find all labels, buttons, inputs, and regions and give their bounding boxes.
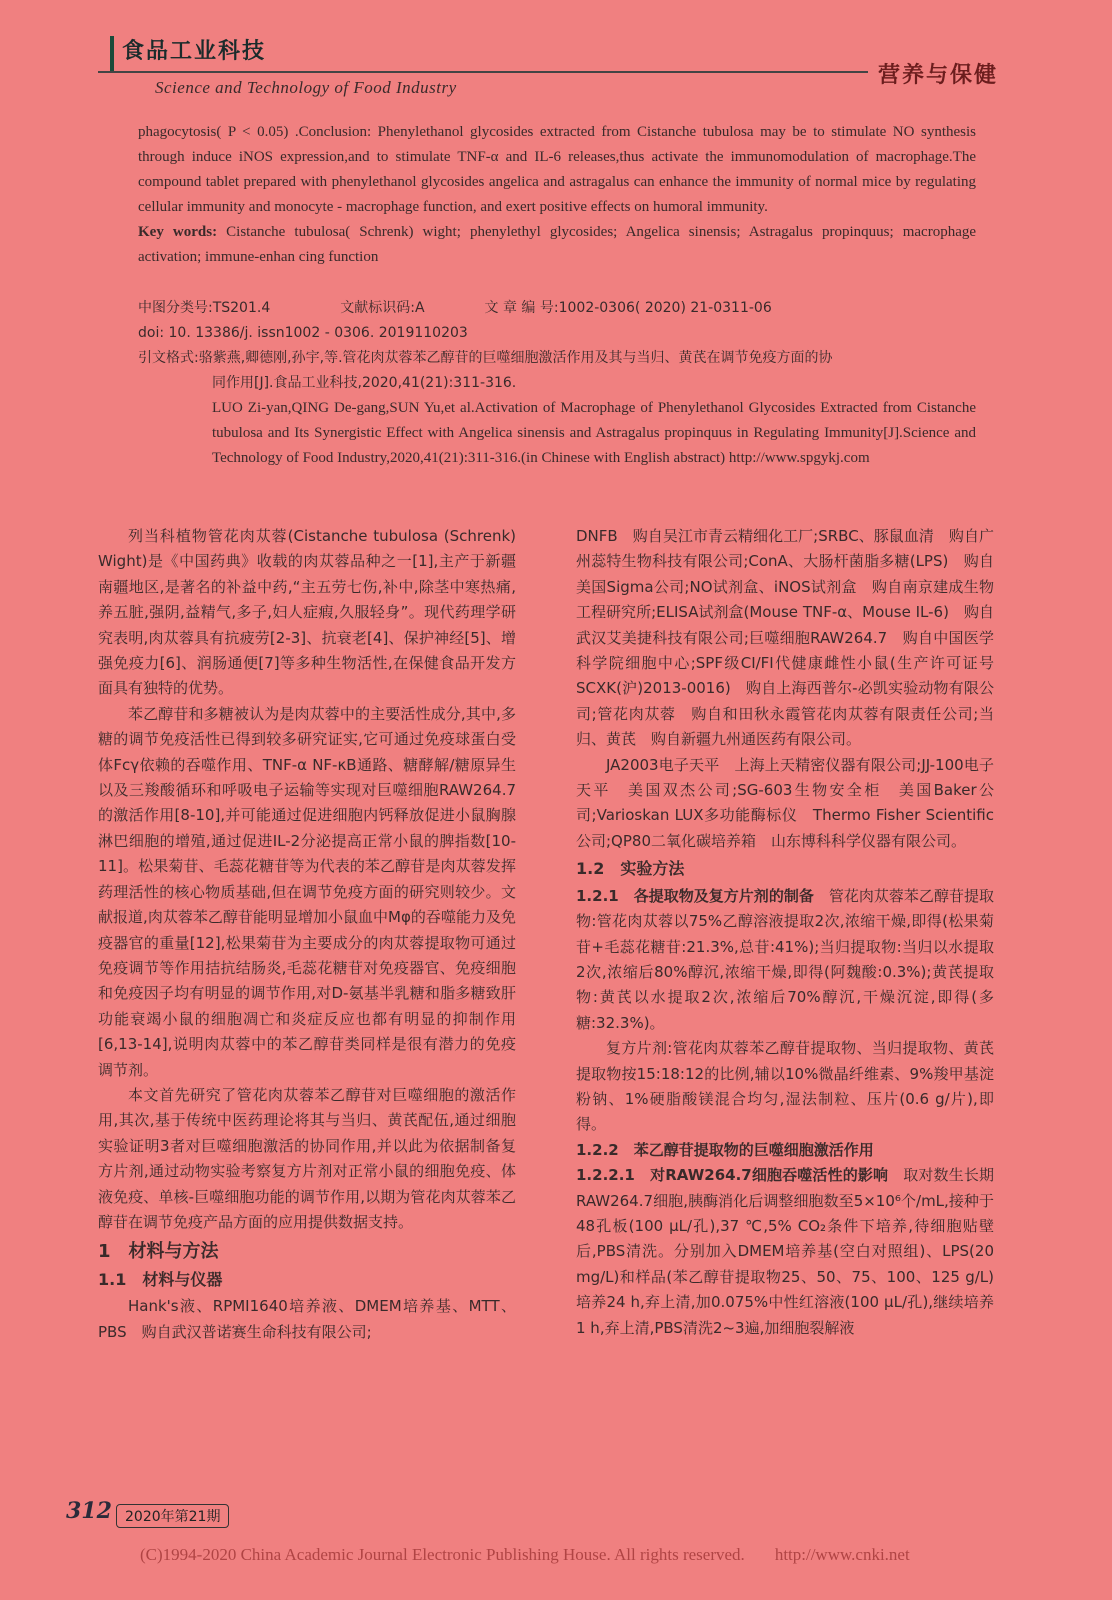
section-heading-1-1: 1.1 材料与仪器 — [98, 1269, 223, 1289]
keywords-label: Key words: — [138, 224, 218, 240]
method-1-2-1-title: 1.2.1 各提取物及复方片剂的制备 — [576, 886, 814, 905]
method-1-2-2-1 — [576, 1163, 994, 1341]
page-header — [0, 0, 1112, 110]
doi: doi: 10. 13386/j. issn1002 - 0306. 2019110203 — [138, 325, 468, 341]
citation-cn-line2: 同作用[J].食品工业科技,2020,41(21):311-316. — [212, 375, 517, 391]
section-heading-1-2-2: 1.2.2 苯乙醇苷提取物的巨噬细胞激活作用 — [576, 1140, 874, 1159]
document-code: 文献标识码:A — [340, 300, 425, 316]
right-column — [576, 524, 994, 1341]
abstract-block — [138, 120, 976, 270]
section-heading-1: 1 材料与方法 — [98, 1241, 219, 1263]
citation-en: LUO Zi-yan,QING De-gang,SUN Yu,et al.Activation of Macrophage of Phenylethanol Glycosides Extracted from Cistanche tubulosa and Its Synergistic Effect with Angelica sinensis and Astragalus propinquus in Regulating Immunity[J].Science and Technology of Food Industry,2020,41(21):311-316.(in Chinese with English abstract) http://www.spgykj.com — [212, 400, 976, 466]
article-meta — [138, 296, 976, 346]
footer-url: http://www.cnki.net — [774, 1545, 910, 1564]
materials-paragraph: Hank's液、RPMI1640培养液、DMEM培养基、MTT、PBS 购自武汉普诺赛生命科技有限公司; — [98, 1297, 516, 1341]
intro-paragraph-2: 苯乙醇苷和多糖被认为是肉苁蓉中的主要活性成分,其中,多糖的调节免疫活性已得到较多研究证实,它可通过免疫球蛋白受体Fcγ依赖的吞噬作用、TNF-α NF-κB通路、糖酵解/糖原异生以及三羧酸循环和呼吸电子运输等实现对巨噬细胞RAW264.7的激活作用[8-10],并可能通过促进细胞内钙释放促进小鼠胸腺淋巴细胞的增殖,通过促进IL-2分泌提高正常小鼠的脾指数[10-11]。松果菊苷、毛蕊花糖苷等为代表的苯乙醇苷是肉苁蓉发挥药理活性的核心物质基础,但在调节免疫方面的研究则较少。文献报道,肉苁蓉苯乙醇苷能明显增加小鼠血中Mφ的吞噬能力及免疫器官的重量[12],松果菊苷为主要成分的肉苁蓉提取物可通过免疫调节等作用拮抗结肠炎,毛蕊花糖苷对免疫器官、免疫细胞和免疫因子均有明显的调节作用,对D-氨基半乳糖和脂多糖致肝功能衰竭小鼠的细胞凋亡和炎症反应也都有明显的抑制作用[6,13-14],说明肉苁蓉中的苯乙醇苷类同样是很有潜力的免疫调节剂。 — [98, 704, 516, 1079]
citation-block — [138, 346, 976, 471]
classification-row — [138, 296, 976, 321]
journal-name-cn: 食品工业科技 — [122, 39, 267, 64]
tablet-paragraph: 复方片剂:管花肉苁蓉苯乙醇苷提取物、当归提取物、黄芪提取物按15:18:12的比例,辅以10%微晶纤维素、9%羧甲基淀粉钠、1%硬脂酸镁混合均匀,湿法制粒、压片(0.6 g/片),即得。 — [576, 1039, 994, 1134]
page-number: 312 — [66, 1498, 112, 1524]
materials-paragraph-cont: DNFB 购自吴江市青云精细化工厂;SRBC、豚鼠血清 购自广州蕊特生物科技有限公司;ConA、大肠杆菌脂多糖(LPS) 购自美国Sigma公司;NO试剂盒、iNOS试剂盒 购自南京建成生物工程研究所;ELISA试剂盒(Mouse TNF-α、Mouse IL-6) 购自武汉艾美捷科技有限公司;巨噬细胞RAW264.7 购自中国医学科学院细胞中心;SPF级CI/FI代健康雌性小鼠(生产许可证号SCXK(沪)2013-0016) 购自上海西普尔-必凯实验动物有限公司;管花肉苁蓉 购自和田秋永霞管花肉苁蓉有限责任公司;当归、黄芪 购自新疆九州通医药有限公司。 — [576, 527, 994, 749]
keywords — [138, 220, 976, 270]
header-rule — [98, 71, 868, 73]
issue-badge: 2020年第21期 — [116, 1504, 229, 1528]
clc-number: 中图分类号:TS201.4 — [138, 300, 271, 316]
method-1-2-1 — [576, 884, 994, 1036]
method-1-2-1-text: 管花肉苁蓉苯乙醇苷提取物:管花肉苁蓉以75%乙醇溶液提取2次,浓缩干燥,即得(松果菊苷+毛蕊花糖苷:21.3%,总苷:41%);当归提取物:当归以水提取2次,浓缩后80%醇沉,浓缩干燥,即得(阿魏酸:0.3%);黄芪提取物:黄芪以水提取2次,浓缩后70%醇沉,干燥沉淀,即得(多糖:32.3%)。 — [576, 886, 994, 1032]
section-heading-1-2: 1.2 实验方法 — [576, 859, 685, 879]
method-1-2-2-1-title: 1.2.2.1 对RAW264.7细胞吞噬活性的影响 — [576, 1166, 889, 1185]
left-column — [98, 524, 516, 1345]
section-tag: 营养与保健 — [878, 63, 999, 88]
abstract-text: phagocytosis( P < 0.05) .Conclusion: Phenylethanol glycosides extracted from Cistanche tubulosa may be to stimulate NO synthesis through induce iNOS expression,and to stimulate TNF-α and IL-6 releases,thus activate the immunomodulation of macrophage.The compound tablet prepared with phenylethanol glycosides angelica and astragalus can enhance the immunity of normal mice by regulating cellular immunity and monocyte - macrophage function, and exert positive effects on humoral immunity. — [138, 124, 976, 215]
copyright-footer — [140, 1545, 910, 1565]
citation-cn-line1: 引文格式:骆紫燕,卿德刚,孙宇,等.管花肉苁蓉苯乙醇苷的巨噬细胞激活作用及其与当归、黄芪在调节免疫方面的协 — [138, 350, 833, 366]
method-1-2-2-1-text: 取对数生长期RAW264.7细胞,胰酶消化后调整细胞数至5×10⁶个/mL,接种于48孔板(100 μL/孔),37 ℃,5% CO₂条件下培养,待细胞贴壁后,PBS清洗。分别加入DMEM培养基(空白对照组)、LPS(20 mg/L)和样品(苯乙醇苷提取物25、50、75、100、125 g/L)培养24 h,弃上清,加0.075%中性红溶液(100 μL/孔),继续培养1 h,弃上清,PBS清洗2~3遍,加细胞裂解液 — [576, 1166, 994, 1337]
instruments-paragraph: JA2003电子天平 上海上天精密仪器有限公司;JJ-100电子天平 美国双杰公司;SG-603生物安全柜 美国Baker公司;Varioskan LUX多功能酶标仪 Thermo Fisher Scientific公司;QP80二氧化碳培养箱 山东博科科学仪器有限公司。 — [576, 755, 994, 850]
keywords-text: Cistanche tubulosa( Schrenk) wight; phenylethyl glycosides; Angelica sinensis; Astragalus propinquus; macrophage activation; immune-enhan cing function — [138, 224, 977, 265]
intro-paragraph-1: 列当科植物管花肉苁蓉(Cistanche tubulosa (Schrenk) Wight)是《中国药典》收载的肉苁蓉品种之一[1],主产于新疆南疆地区,是著名的补益中药,“主五劳七伤,补中,除茎中寒热痛,养五脏,强阴,益精气,多子,妇人症瘕,久服轻身”。现代药理学研究表明,肉苁蓉具有抗疲劳[2-3]、抗衰老[4]、保护神经[5]、增强免疫力[6]、润肠通便[7]等多种生物活性,在保健食品开发方面具有独特的优势。 — [98, 527, 516, 698]
header-accent-bar — [110, 36, 114, 72]
intro-paragraph-3: 本文首先研究了管花肉苁蓉苯乙醇苷对巨噬细胞的激活作用,其次,基于传统中医药理论将其与当归、黄芪配伍,通过细胞实验证明3者对巨噬细胞激活的协同作用,并以此为依据制备复方片剂,通过动物实验考察复方片剂对正常小鼠的细胞免疫、体液免疫、单核-巨噬细胞功能的调节作用,以期为管花肉苁蓉苯乙醇苷在调节免疫产品方面的应用提供数据支持。 — [98, 1085, 516, 1231]
article-number: 文 章 编 号:1002-0306( 2020) 21-0311-06 — [484, 300, 772, 316]
journal-name-en: Science and Technology of Food Industry — [155, 78, 457, 97]
copyright-text: (C)1994-2020 China Academic Journal Electronic Publishing House. All rights reserved. — [140, 1545, 745, 1564]
